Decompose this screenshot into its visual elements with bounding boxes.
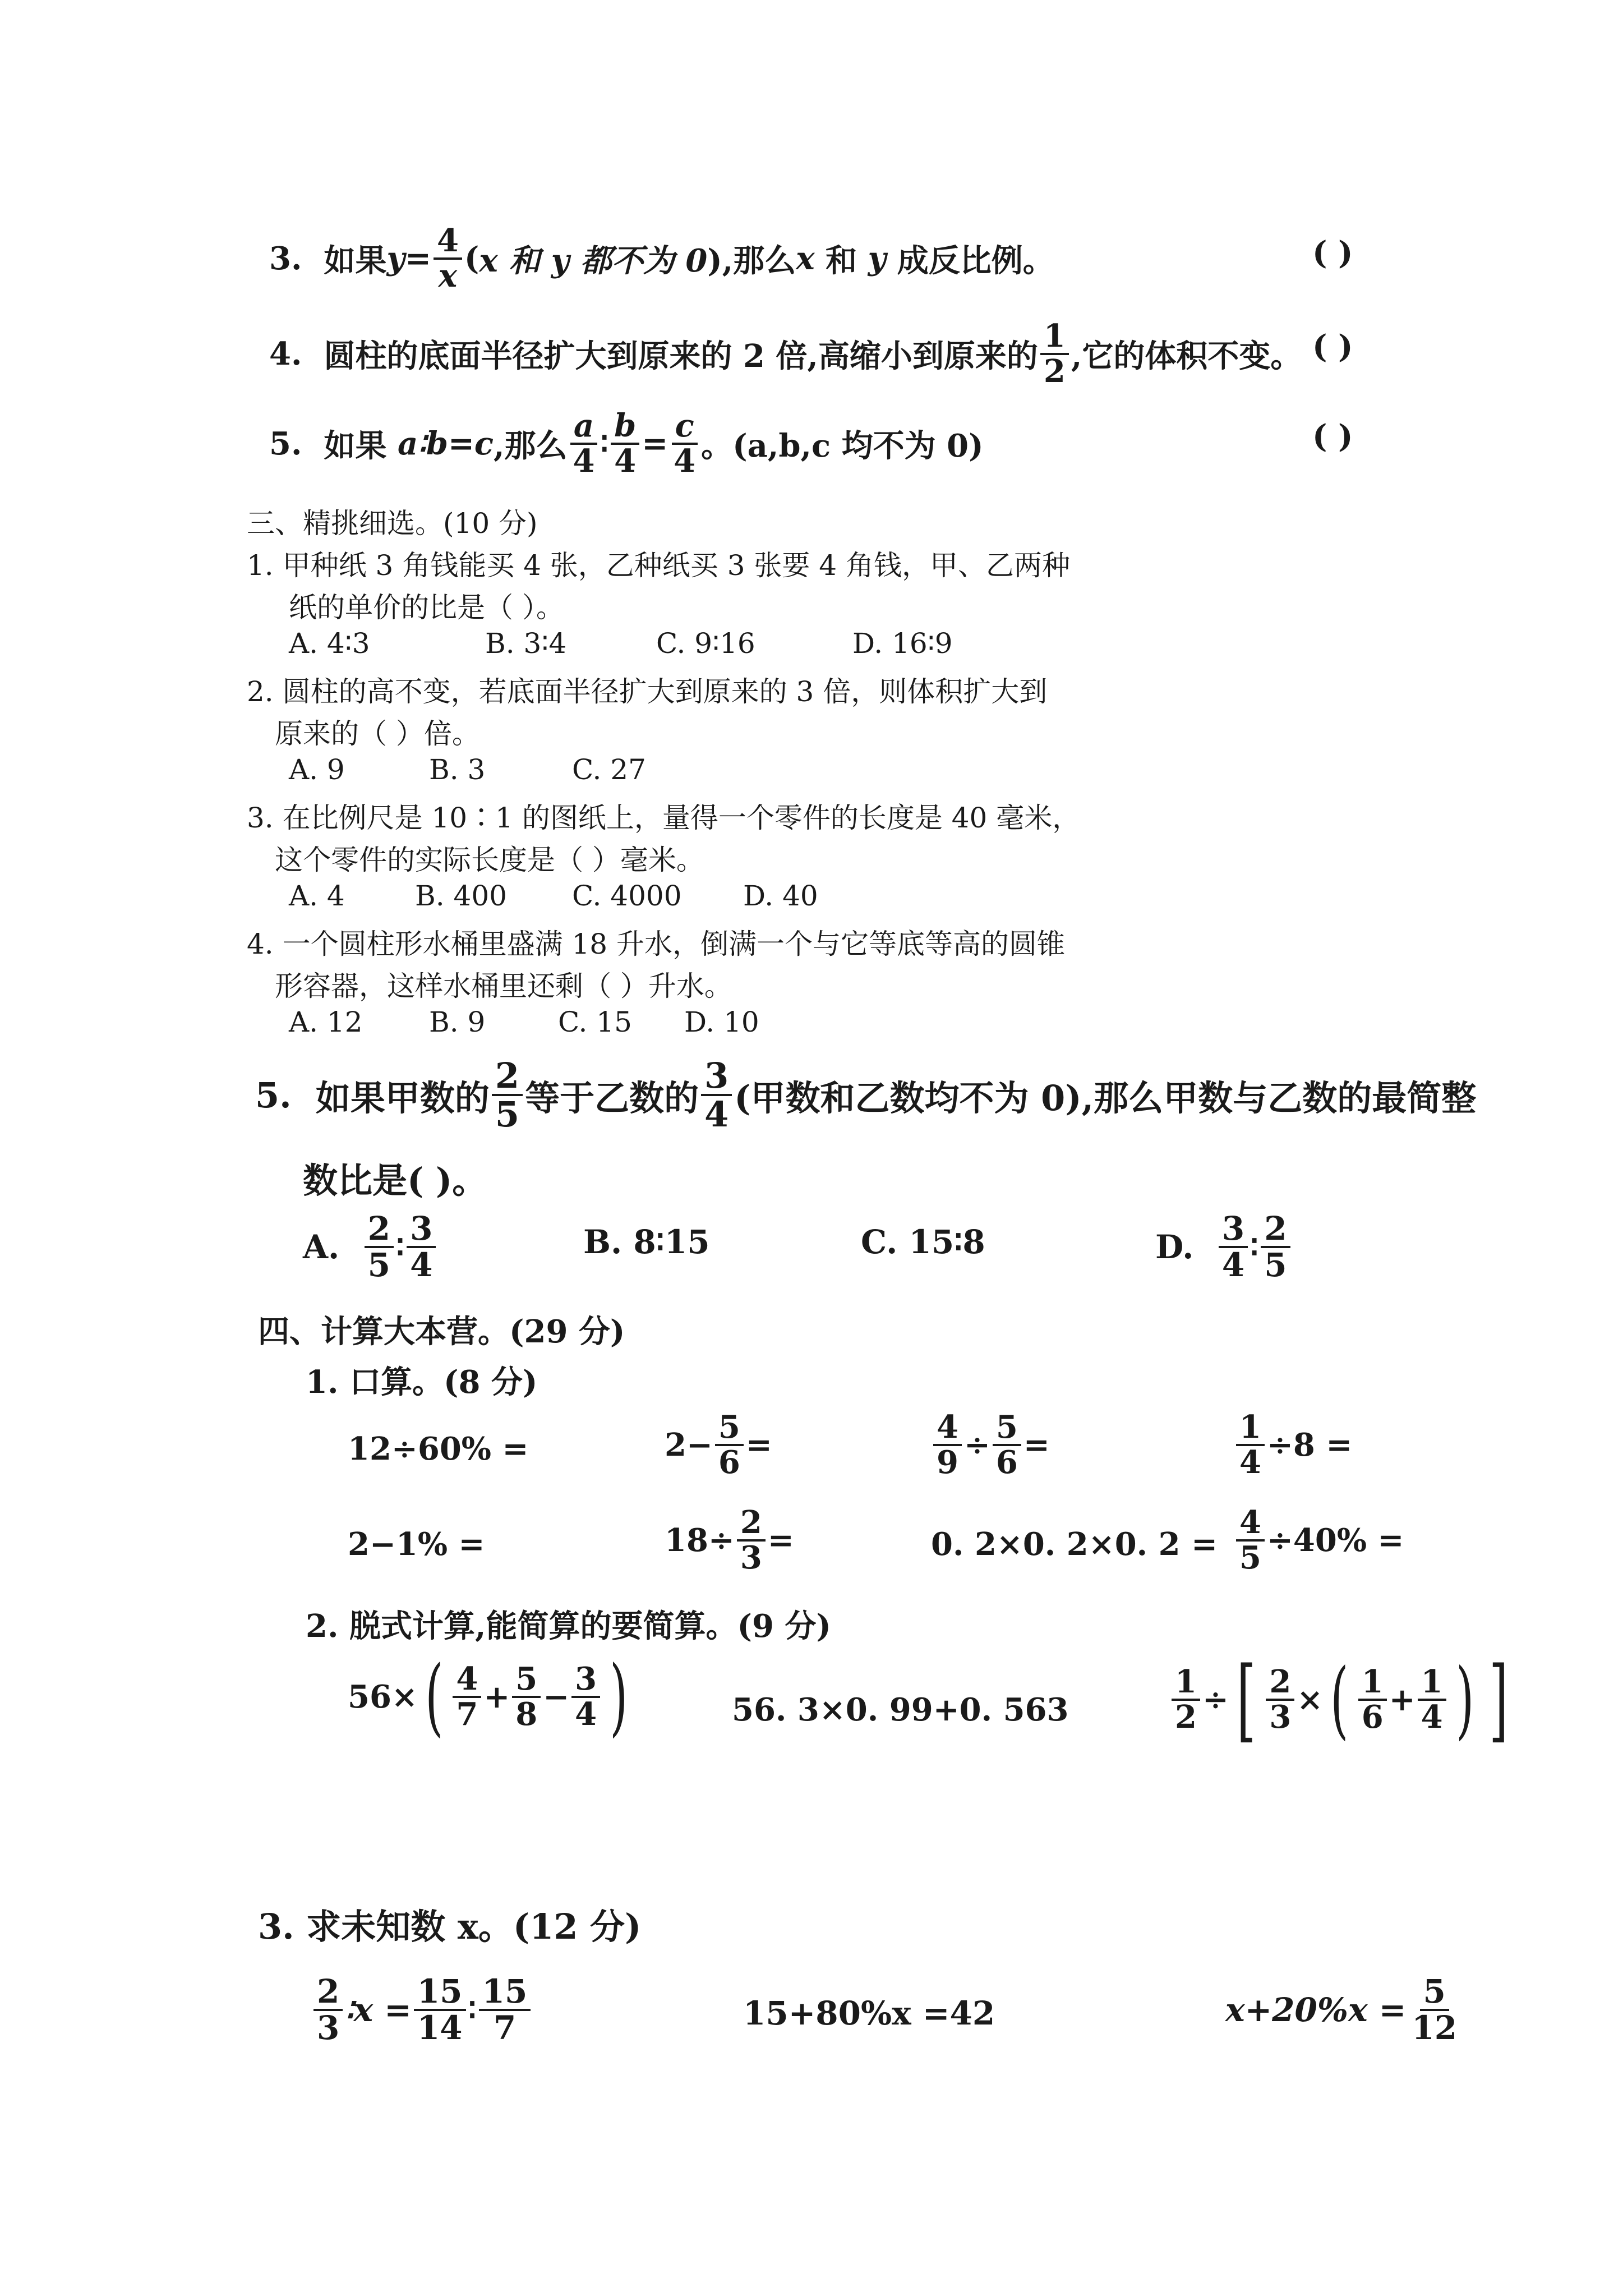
- choice-q3-opt-a[interactable]: A. 4: [289, 880, 345, 912]
- operator: ÷: [963, 1426, 990, 1464]
- fraction: $\frac{b}{4}$: [611, 409, 639, 478]
- oral-d2: [1234, 1506, 1404, 1575]
- q-text: ),那么: [707, 242, 796, 279]
- choice-q4-opt-d[interactable]: D. 10: [684, 1006, 759, 1038]
- q-number: 5.: [269, 425, 302, 462]
- choice-q1-line2: 纸的单价的比是（ ）。: [289, 591, 564, 624]
- choice-q5-opt-a[interactable]: [303, 1209, 438, 1284]
- q-text: 如果甲数的: [315, 1077, 490, 1119]
- fraction: $\frac{1}{6}$: [1358, 1665, 1387, 1734]
- fraction: $\frac{2}{3}$: [737, 1506, 766, 1575]
- calc-expr-3: [1169, 1647, 1516, 1752]
- q-text: (甲数和乙数均不为 0),那么甲数与乙数的最简整: [734, 1077, 1477, 1119]
- choice-q1-opt-d[interactable]: D. 16∶9: [852, 627, 953, 660]
- choice-q5-line2: 数比是( )。: [303, 1160, 487, 1201]
- fraction: $\frac{4}{9}$: [933, 1411, 962, 1479]
- choice-q2-opt-c[interactable]: C. 27: [572, 753, 646, 786]
- choice-q4-line1: 4. 一个圆柱形水桶里盛满 18 升水，倒满一个与它等底等高的圆锥: [247, 928, 1066, 960]
- fraction: $\frac{4}{5}$: [1236, 1506, 1265, 1575]
- fraction: $\frac{5}{6}$: [715, 1411, 744, 1479]
- equals-sign: =: [405, 240, 431, 277]
- q-text: 和: [826, 242, 857, 279]
- q-text: ,那么: [494, 427, 568, 464]
- fraction: $\frac{c}{4}$: [670, 409, 699, 478]
- calc-expr-2: 56. 3×0. 99+0. 563: [732, 1691, 1069, 1728]
- expression: a∶b=c: [397, 425, 494, 462]
- fraction: $\frac{15}{7}$: [479, 1975, 531, 2045]
- judge-q3: [269, 224, 1054, 293]
- section4-title: 四、计算大本营。(29 分): [258, 1313, 625, 1350]
- solve-x-title: 3. 求未知数 x。(12 分): [258, 1906, 642, 1947]
- option-label: A.: [303, 1227, 340, 1266]
- judge-q4: [269, 320, 1302, 388]
- stepwise-calc-title: 2. 脱式计算,能简算的要简算。(9 分): [306, 1608, 831, 1645]
- choice-q4-opt-a[interactable]: A. 12: [289, 1006, 363, 1038]
- var-y: y: [386, 240, 405, 277]
- var-y: y: [868, 240, 887, 277]
- expr-part: ÷40% =: [1266, 1521, 1404, 1559]
- choice-q2-line2: 原来的（ ）倍。: [275, 717, 480, 750]
- colon: ∶: [600, 425, 609, 462]
- oral-b1: [665, 1411, 772, 1479]
- equation-1: [311, 1972, 533, 2047]
- q-condition: x 和 y 都不为 0: [479, 242, 708, 279]
- expr-part: ÷8 =: [1266, 1426, 1353, 1464]
- oral-calc-title: 1. 口算。(8 分): [306, 1364, 538, 1401]
- fraction: $\frac{2}{3}$: [313, 1975, 343, 2045]
- q-number: 5.: [255, 1074, 292, 1116]
- q-text: 圆柱的底面半径扩大到原来的 2 倍,高缩小到原来的: [324, 337, 1038, 375]
- oral-a2: 2−1% =: [348, 1526, 485, 1563]
- bracket: ]: [1489, 1647, 1509, 1752]
- choice-q5-opt-c[interactable]: C. 15∶8: [861, 1223, 985, 1261]
- q-text: 如果: [324, 427, 387, 464]
- calc-expr-1: [348, 1648, 635, 1746]
- operator: +: [1389, 1681, 1415, 1718]
- fraction: $\frac{4}{7}$: [453, 1663, 481, 1731]
- fraction: $\frac{3}{4}$: [1219, 1212, 1248, 1282]
- q-text: 等于乙数的: [525, 1077, 699, 1119]
- fraction: $\frac{2}{3}$: [1266, 1665, 1294, 1734]
- answer-paren[interactable]: ( ): [1312, 418, 1353, 455]
- fraction: $\frac{5}{8}$: [512, 1663, 541, 1731]
- oral-b2: [665, 1506, 794, 1575]
- answer-paren[interactable]: ( ): [1312, 328, 1353, 365]
- choice-q3-opt-c[interactable]: C. 4000: [572, 880, 682, 912]
- choice-q3-opt-b[interactable]: B. 400: [415, 880, 507, 912]
- oral-a1: 12÷60% =: [348, 1430, 529, 1467]
- q-number: 4.: [269, 335, 302, 372]
- bracket: ): [1455, 1651, 1474, 1749]
- equals-sign: =: [767, 1521, 794, 1559]
- fraction: $\frac{3}{4}$: [701, 1057, 732, 1133]
- fraction: $\frac{1}{4}$: [1418, 1665, 1446, 1734]
- fraction: $\frac{3}{4}$: [571, 1663, 600, 1731]
- expr-part: x+20%x =: [1225, 1990, 1407, 2029]
- equals-sign: =: [642, 425, 668, 462]
- choice-q5-opt-d[interactable]: [1155, 1209, 1293, 1284]
- colon: ∶: [468, 1990, 477, 2029]
- fraction: $\frac{1}{2}$: [1040, 320, 1069, 388]
- choice-q1-line1: 1. 甲种纸 3 角钱能买 4 张，乙种纸买 3 张要 4 角钱，甲、乙两种: [247, 549, 1070, 582]
- fraction: $\frac{3}{4}$: [407, 1212, 436, 1282]
- choice-q3-opt-d[interactable]: D. 40: [743, 880, 818, 912]
- bracket: (: [1330, 1651, 1349, 1749]
- q-number: 3.: [269, 240, 302, 277]
- oral-c1: [931, 1411, 1050, 1479]
- choice-q2-opt-a[interactable]: A. 9: [289, 753, 345, 786]
- fraction: $\frac{2}{5}$: [365, 1212, 394, 1282]
- expr-part: ∶x =: [345, 1990, 412, 2029]
- fraction: $\frac{1}{4}$: [1236, 1411, 1265, 1479]
- expr-part: 18÷: [665, 1521, 735, 1559]
- choice-q1-opt-a[interactable]: A. 4∶3: [289, 627, 370, 660]
- answer-paren[interactable]: ( ): [1312, 234, 1353, 272]
- equals-sign: =: [745, 1426, 772, 1464]
- fraction: $\frac{1}{2}$: [1172, 1665, 1200, 1734]
- equation-2: 15+80%x =42: [743, 1994, 995, 2032]
- choice-q3-line2: 这个零件的实际长度是（ ）毫米。: [275, 844, 704, 876]
- operator: +: [483, 1678, 510, 1715]
- operator: ×: [1297, 1681, 1324, 1718]
- section3-title: 三、精挑细选。(10 分): [247, 507, 538, 540]
- oral-c2: 0. 2×0. 2×0. 2 =: [931, 1526, 1218, 1563]
- fraction: $\frac{2}{5}$: [1261, 1212, 1290, 1282]
- equation-3: [1225, 1972, 1463, 2047]
- choice-q4-opt-b[interactable]: B. 9: [429, 1006, 486, 1038]
- bracket: (: [425, 1648, 444, 1746]
- q-text: 如果: [324, 242, 387, 279]
- bracket: [: [1236, 1647, 1256, 1752]
- expr-part: 2−: [665, 1426, 713, 1464]
- colon: ∶: [395, 1227, 405, 1266]
- fraction: $\frac{5}{12}$: [1412, 1972, 1458, 2047]
- fraction: $\frac{4}{x}$: [434, 224, 462, 293]
- choice-q3-line1: 3. 在比例尺是 10∶1 的图纸上，量得一个零件的长度是 40 毫米，: [247, 802, 1081, 834]
- fraction: $\frac{15}{14}$: [414, 1975, 466, 2045]
- fraction: $\frac{a}{4}$: [570, 409, 598, 478]
- choice-q4-opt-c[interactable]: C. 15: [558, 1006, 632, 1038]
- choice-q2-line1: 2. 圆柱的高不变，若底面半径扩大到原来的 3 倍，则体积扩大到: [247, 675, 1048, 708]
- option-label: D.: [1155, 1227, 1194, 1266]
- q-text: (: [464, 240, 479, 277]
- operator: ÷: [1202, 1681, 1229, 1718]
- choice-q4-line2: 形容器，这样水桶里还剩（ ）升水。: [275, 970, 732, 1002]
- choice-q1-opt-c[interactable]: C. 9∶16: [656, 627, 755, 660]
- q-text: ,它的体积不变。: [1071, 337, 1302, 375]
- var-x: x: [796, 240, 815, 277]
- fraction: $\frac{5}{6}$: [993, 1411, 1021, 1479]
- choice-q5: [255, 1057, 1476, 1133]
- oral-d1: [1234, 1411, 1352, 1479]
- judge-q5: [269, 409, 984, 478]
- bracket: ): [610, 1648, 628, 1746]
- choice-q2-opt-b[interactable]: B. 3: [429, 753, 486, 786]
- colon: ∶: [1250, 1227, 1259, 1266]
- operator: −: [543, 1678, 570, 1715]
- choice-q1-opt-b[interactable]: B. 3∶4: [485, 627, 567, 660]
- expr-part: 56×: [348, 1678, 418, 1715]
- equals-sign: =: [1023, 1426, 1050, 1464]
- q-text: 。(a,b,c 均不为 0): [701, 427, 984, 464]
- choice-q5-opt-b[interactable]: B. 8∶15: [583, 1223, 710, 1261]
- q-text: 成反比例。: [897, 242, 1054, 279]
- fraction: $\frac{2}{5}$: [492, 1057, 523, 1133]
